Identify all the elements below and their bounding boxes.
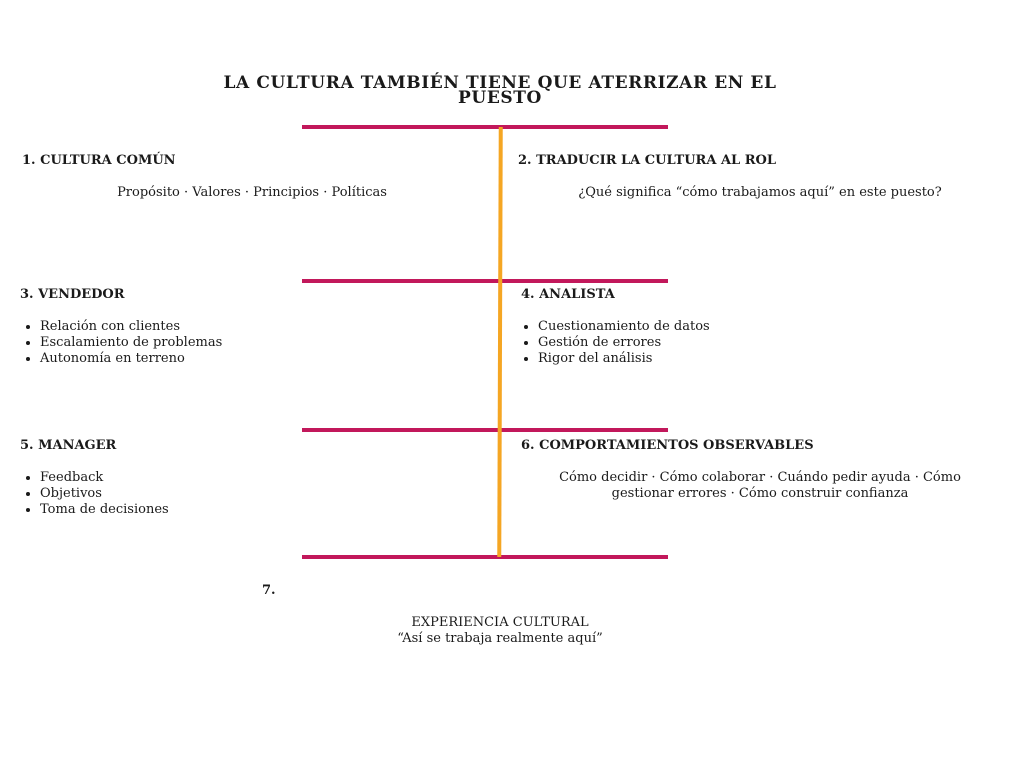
- separator-line-3: [302, 428, 668, 432]
- section-text-line-2: “Así se trabaja realmente aquí”: [397, 631, 603, 646]
- section-heading: 2. TRADUCIR LA CULTURA AL ROL: [518, 153, 776, 168]
- section-heading: 6. COMPORTAMIENTOS OBSERVABLES: [521, 438, 814, 453]
- section-text: ¿Qué significa “cómo trabajamos aquí” en este puesto?: [578, 185, 942, 200]
- section-heading: 1. CULTURA COMÚN: [22, 153, 176, 168]
- list-item: • Feedback: [40, 470, 169, 486]
- list-item: • Rigor del análisis: [538, 351, 710, 367]
- section-heading: 4. ANALISTA: [521, 287, 615, 302]
- section-text: Propósito · Valores · Principios · Políticas: [117, 185, 387, 200]
- list-item: • Objetivos: [40, 486, 169, 502]
- section-heading: 7.: [262, 583, 276, 598]
- list-item: • Cuestionamiento de datos: [538, 319, 710, 335]
- page-title: LA CULTURA TAMBIÉN TIENE QUE ATERRIZAR EN EL PUESTO: [223, 73, 777, 108]
- list-item: • Autonomía en terreno: [40, 351, 222, 367]
- separator-line-1: [302, 125, 668, 129]
- list-item: • Gestión de errores: [538, 335, 710, 351]
- list-item: • Relación con clientes: [40, 319, 222, 335]
- center-divider-line: [497, 127, 503, 557]
- section-heading: 5. MANAGER: [20, 438, 117, 453]
- section-heading: 3. VENDEDOR: [20, 287, 125, 302]
- list-item: • Escalamiento de problemas: [40, 335, 222, 351]
- section-text-line-1: EXPERIENCIA CULTURAL: [411, 615, 589, 630]
- separator-line-2: [302, 279, 668, 283]
- bullet-list: [20, 319, 222, 367]
- section-text: Cómo decidir · Cómo colaborar · Cuándo pedir ayuda · Cómo gestionar errores · Cómo construir confianza: [559, 470, 961, 501]
- bullet-list: [20, 470, 169, 518]
- bullet-list: [518, 319, 710, 367]
- separator-line-4: [302, 555, 668, 559]
- list-item: • Toma de decisiones: [40, 502, 169, 518]
